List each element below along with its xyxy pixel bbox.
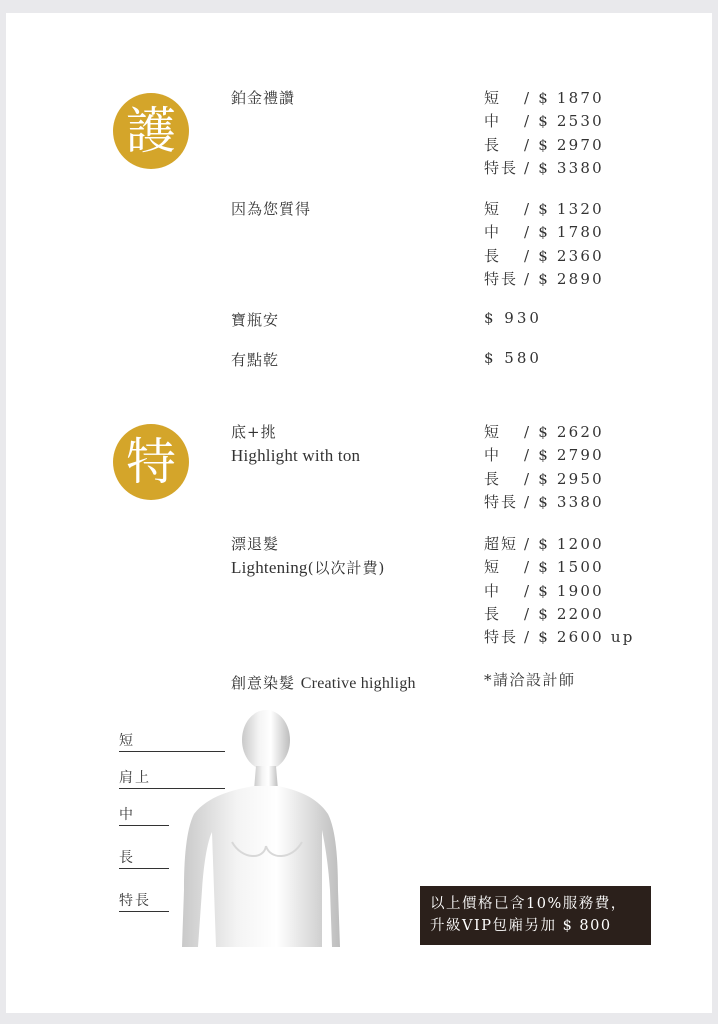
price-row: 長 / $ 2950 (484, 469, 604, 488)
price-row: 短 / $ 1320 (484, 200, 604, 218)
special-badge: 特 (113, 424, 189, 500)
price-list (484, 421, 604, 514)
service-name-en: Lightening(以次計費) (231, 558, 386, 577)
price-row: 特長 / $ 3380 (484, 492, 604, 511)
service-name-en: Creative highligh (300, 675, 416, 692)
price-row: 特長 / $ 2600 up (484, 628, 635, 647)
single-price: $ 580 (484, 349, 542, 367)
length-label: 中 (119, 807, 135, 823)
length-label: 特長 (119, 893, 151, 909)
billing-note: (以次計費) (307, 559, 386, 577)
notice-line: 升級VIP包廂另加 $ 800 (430, 918, 612, 934)
length-line (119, 911, 169, 912)
length-label: 長 (119, 850, 135, 866)
price-list-page (6, 13, 712, 1013)
notice-line: 以上價格已含10%服務費， (430, 896, 627, 912)
service-charge-notice (420, 886, 651, 945)
price-row: 短 / $ 1870 (484, 89, 604, 107)
price-list (484, 533, 635, 649)
service-name-block (231, 672, 416, 695)
price-row: 短 / $ 1500 (484, 558, 604, 577)
length-line (119, 868, 169, 869)
length-line (119, 825, 169, 826)
price-list (484, 87, 604, 180)
mannequin-image (172, 710, 342, 947)
service-name: 創意染髮 (231, 674, 296, 692)
service-name-block (231, 533, 385, 580)
price-row: 中 / $ 1780 (484, 223, 604, 242)
service-name: 底+挑 (231, 423, 277, 441)
price-row: 超短 / $ 1200 (484, 535, 604, 553)
price-row: 特長 / $ 3380 (484, 158, 604, 177)
price-row: 中 / $ 2530 (484, 112, 604, 131)
service-name-block (231, 421, 360, 467)
length-label: 肩上 (119, 770, 151, 786)
price-row: 中 / $ 1900 (484, 581, 604, 600)
price-row: 長 / $ 2200 (484, 604, 604, 623)
service-name-en: Highlight with ton (231, 446, 361, 465)
service-name: 寶瓶安 (231, 311, 280, 329)
length-label: 短 (119, 733, 135, 749)
price-row: 短 / $ 2620 (484, 423, 604, 441)
service-name: 有點乾 (231, 351, 280, 369)
price-list (484, 198, 604, 291)
care-badge: 護 (113, 93, 189, 169)
service-name: 因為您質得 (231, 200, 312, 218)
price-row: 特長 / $ 2890 (484, 269, 604, 288)
price-row: 長 / $ 2360 (484, 246, 604, 265)
service-name: 漂退髮 (231, 535, 280, 553)
price-row: 長 / $ 2970 (484, 135, 604, 154)
price-row: 中 / $ 2790 (484, 446, 604, 465)
single-price: $ 930 (484, 309, 542, 327)
consult-designer-note: *請洽設計師 (484, 671, 576, 689)
service-name: 鉑金禮讚 (231, 89, 296, 107)
